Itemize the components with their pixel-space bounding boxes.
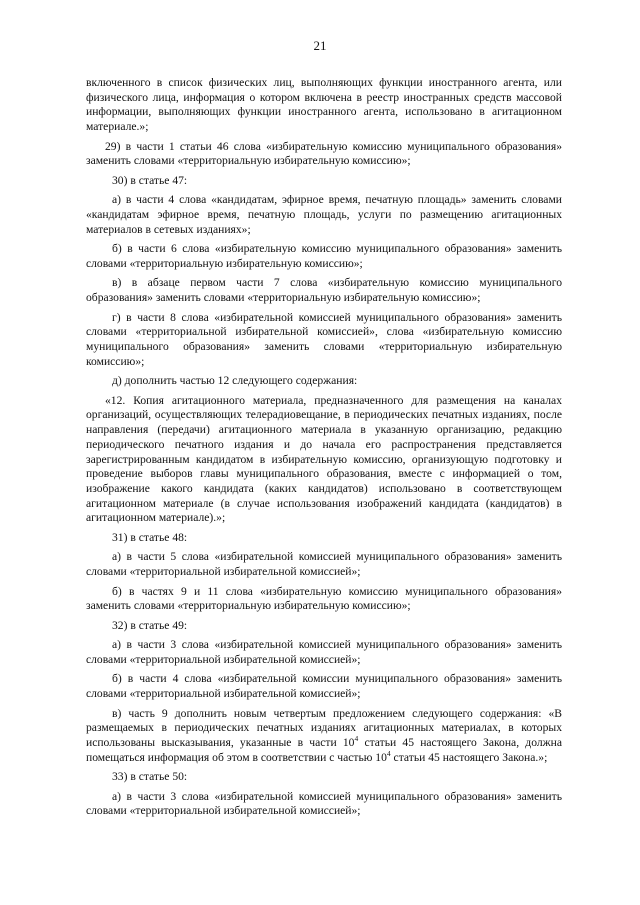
paragraph: б) в части 6 слова «избирательную комиссию муниципального образования» заменить словами «территориальную избирательную комиссию»; — [86, 242, 562, 270]
paragraph-with-superscripts — [86, 707, 562, 766]
paragraph: 31) в статье 48: — [112, 530, 188, 544]
paragraph: 33) в статье 50: — [112, 770, 188, 784]
paragraph: б) в части 4 слова «избирательной комиссии муниципального образования» заменить словами «территориальной избирательной комиссией»; — [86, 672, 562, 701]
paragraph: а) в части 3 слова «избирательной комиссией муниципального образования» заменить словами «территориальной избирательной комиссией»; — [86, 789, 562, 818]
document-body — [86, 76, 562, 824]
paragraph: 32) в статье 49: — [112, 618, 188, 632]
paragraph: г) в части 8 слова «избирательной комиссией муниципального образования» заменить словами «территориальной избирательной комиссией», слова «избирательную комиссию муниципального образования» заменить словами «территориальную избирательную комиссию»; — [86, 310, 562, 368]
superscript: 4 — [386, 748, 391, 758]
paragraph: а) в части 3 слова «избирательной комиссией муниципального образования» заменить словами «территориальной избирательной комиссией»; — [86, 638, 562, 666]
paragraph: а) в части 4 слова «кандидатам, эфирное время, печатную площадь» заменить словами «кандидатам эфирное время, печатную площадь, услуги по размещению агитационных материалов в сетевых изданиях»; — [86, 193, 562, 236]
text-fragment: в) часть 9 дополнить новым четвертым предложением следующего содержания: «В размещаемых в периодических печатных изданиях агитационных материалах, в которых использованы высказывания, указанные в части 10 — [86, 706, 562, 750]
text-fragment: статьи 45 настоящего Закона, должна помещаться информация об этом в соответствии с частью 10 — [86, 736, 562, 764]
quoted-paragraph: «12. Копия агитационного материала, предназначенного для размещения на каналах организаций, осуществляющих телерадиовещание, в периодических печатных изданиях, после направления (передачи) агитационного материала в указанную организацию, редакцию периодического печатного издания и до начала его распространения представляется зарегистрированным кандидатом в избирательную комиссию, организующую подготовку и проведение выборов главы муниципального образования, вместе с информацией о том, изображение какого кандидата (каких кандидатов) использовано в соответствующем агитационном материале (в случае использования изображений кандидата (кандидатов) в агитационном материале).»; — [86, 393, 562, 525]
paragraph: б) в частях 9 и 11 слова «избирательную комиссию муниципального образования» заменить словами «территориальную избирательную комиссию»; — [86, 584, 562, 613]
paragraph: а) в части 5 слова «избирательной комиссией муниципального образования» заменить словами «территориальной избирательной комиссией»; — [86, 550, 562, 579]
paragraph: 30) в статье 47: — [112, 173, 188, 187]
superscript: 4 — [354, 734, 359, 744]
paragraph: в) в абзаце первом части 7 слова «избирательную комиссию муниципального образования» заменить словами «территориальную избирательную комиссию»; — [86, 276, 562, 305]
paragraph: 29) в части 1 статьи 46 слова «избирательную комиссию муниципального образования» заменить словами «территориальную избирательную комиссию»; — [86, 139, 562, 168]
text-fragment: статьи 45 настоящего Закона.»; — [390, 750, 548, 764]
page-number: 21 — [313, 38, 327, 53]
paragraph: включенного в список физических лиц, выполняющих функции иностранного агента, или физического лица, информация о котором включена в реестр иностранных средств массовой информации, выполняющих функции иностранного агента, использовано в агитационном материале.»; — [86, 76, 562, 134]
paragraph: д) дополнить частью 12 следующего содержания: — [112, 374, 358, 388]
